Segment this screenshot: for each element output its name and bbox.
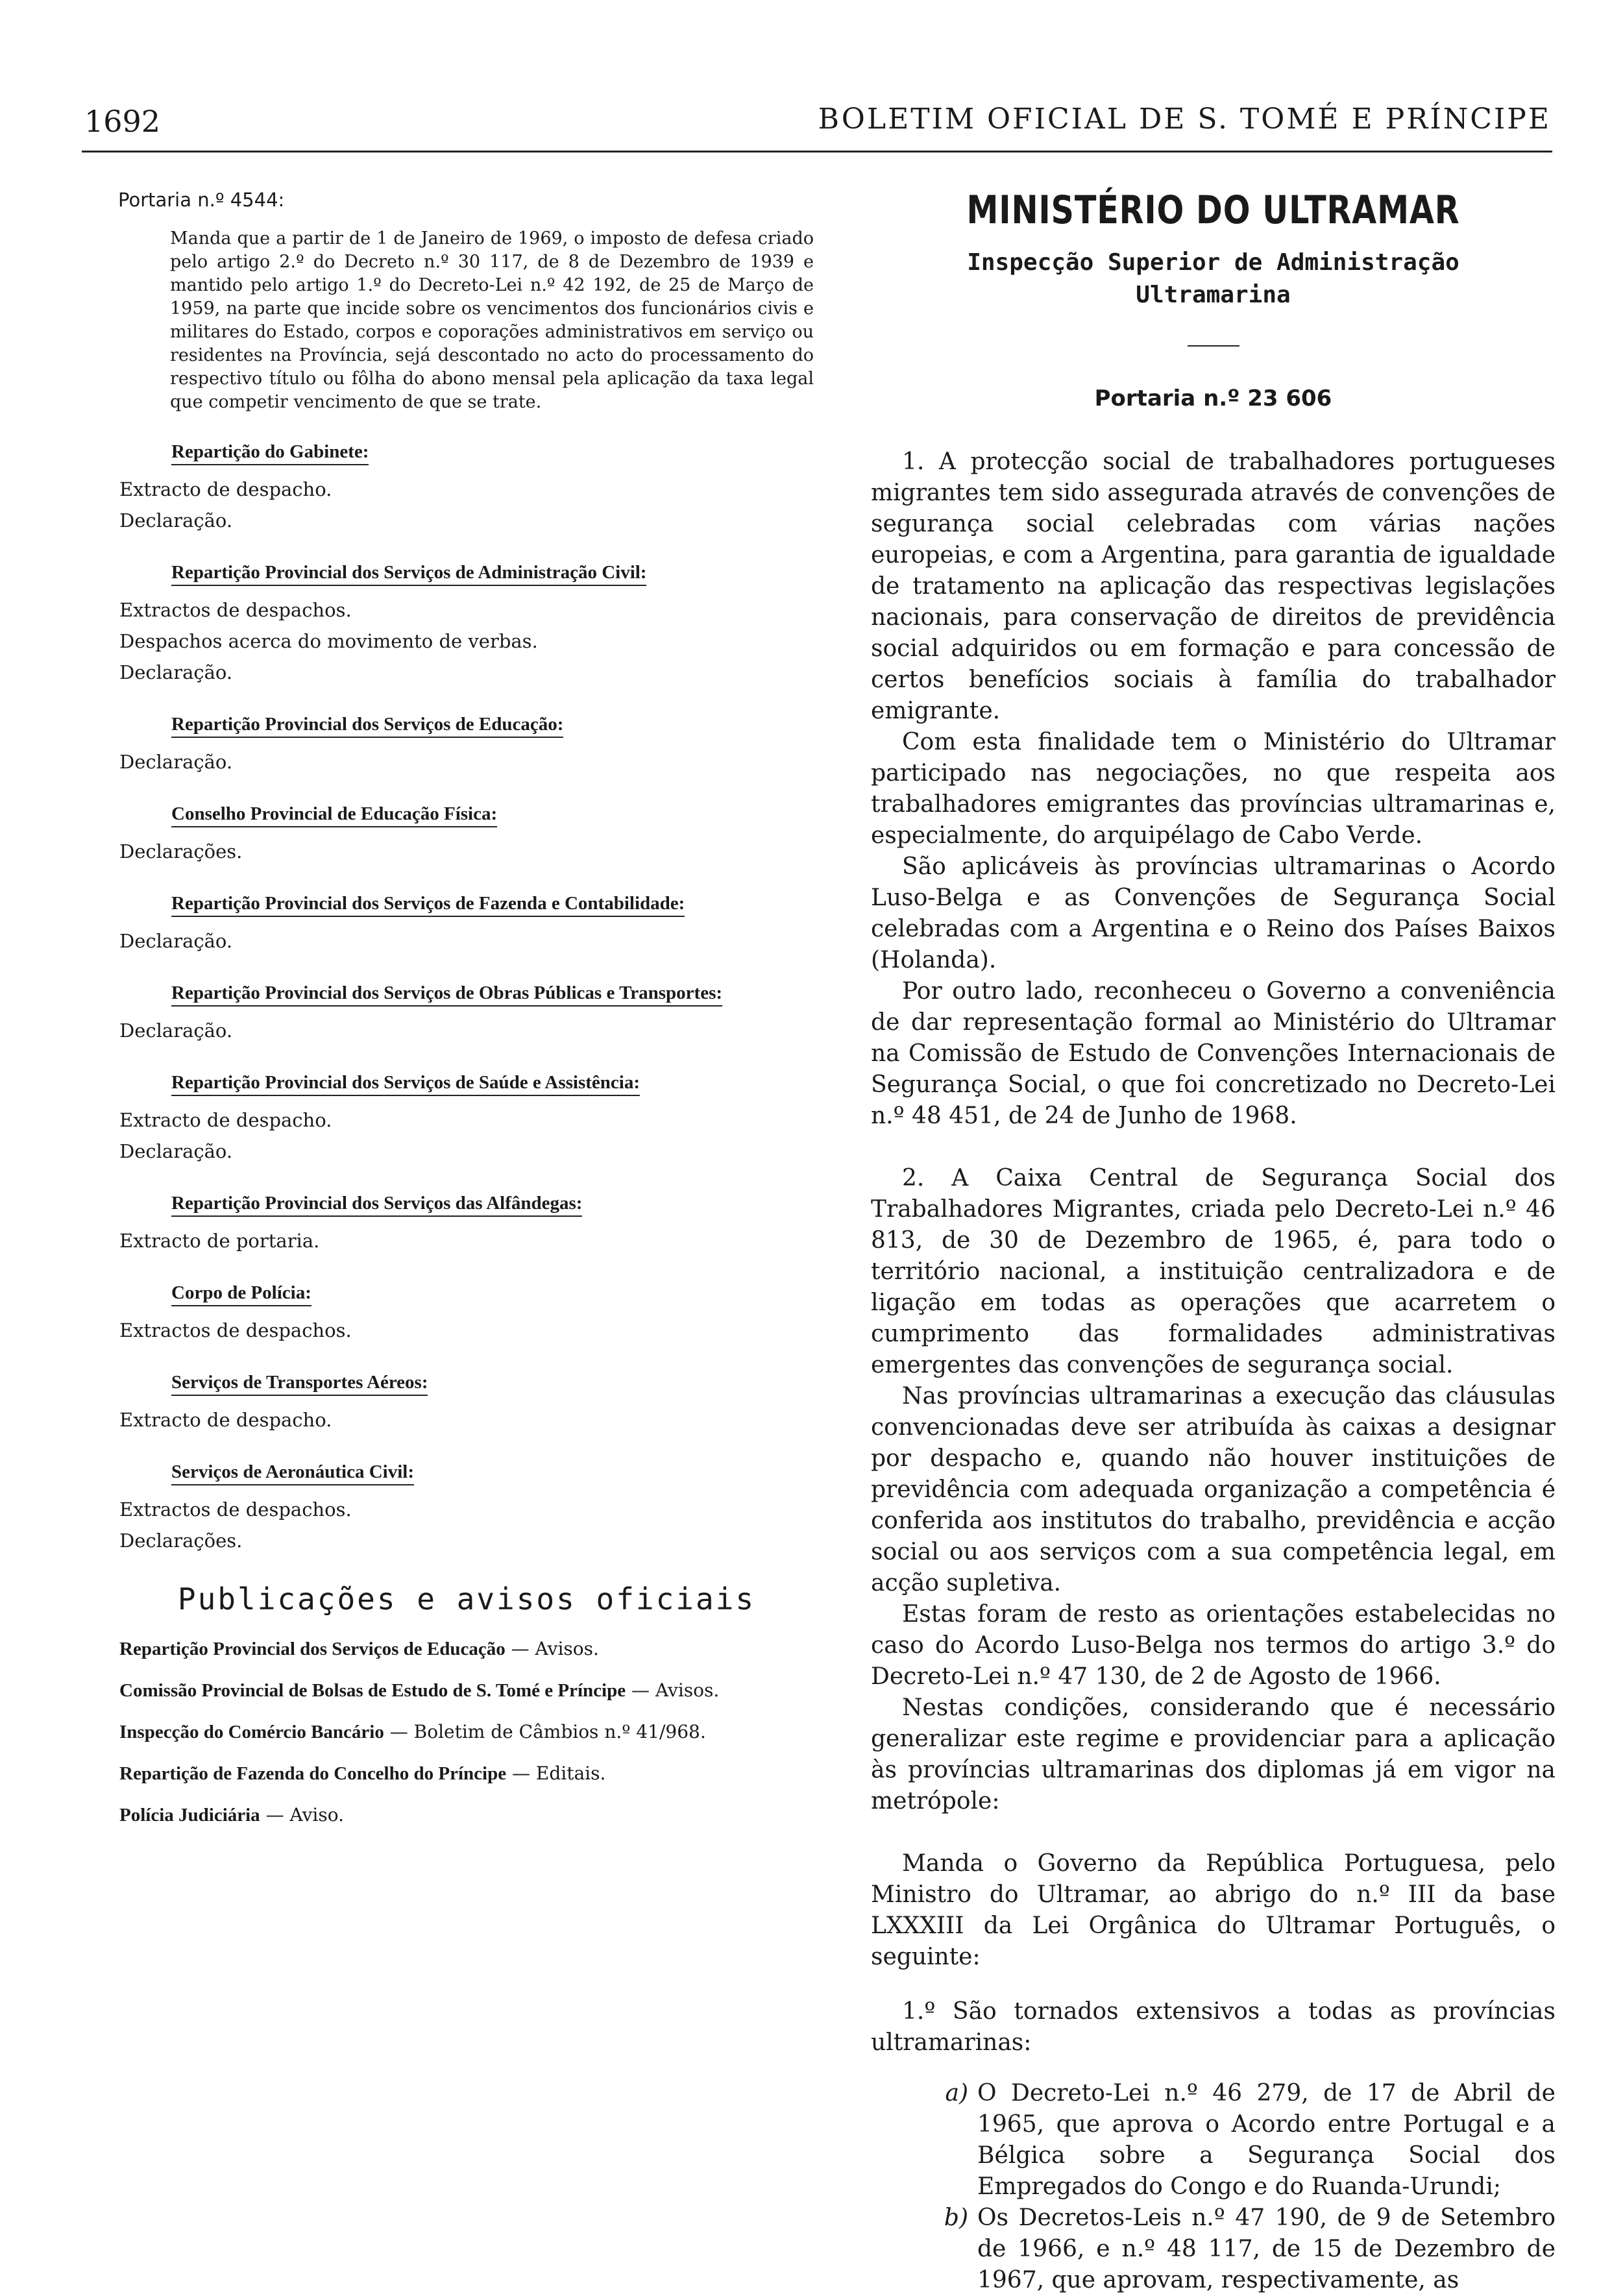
section-heading	[171, 981, 814, 1005]
section-heading-text: Repartição Provincial dos Serviços de Saúde e Assistência:	[171, 1072, 640, 1096]
point-1-paragraph: 1.º São tornados extensivos a todas as províncias ultramarinas:	[871, 1998, 1556, 2056]
section-entry: Declaração.	[119, 1020, 233, 1042]
page-number: 1692	[84, 104, 161, 139]
portaria-4544-body: Manda que a partir de 1 de Janeiro de 1969, o imposto de defesa criado pelo artigo 2.º do Decreto n.º 30 117, de 8 de Dezembro de 1939 e mantido pelo artigo 1.º do Decreto-Lei n.º 42 192, de 25 de Março de 1959, na parte que incide sobre os vencimentos dos funcionários civis e militares do Estado, corpos e coporações administrativos em serviço ou residentes na Província, sejá descontado no acto do processamento do respectivo título ou fôlha do abono mensal pela aplicação da taxa legal que competir vencimento de que se trate.	[170, 228, 814, 412]
section-heading	[171, 892, 814, 915]
section-entry: Extractos de despachos.	[119, 1319, 352, 1341]
publication-type: — Editais.	[506, 1763, 606, 1784]
body-paragraph: Nas províncias ultramarinas a execução das cláusulas convencionadas deve ser atribuída às caixas a designar por despacho e, quando não houver instituições de previdência com adequada organização a competência é conferida aos institutos do trabalho, previdência e acção social ou aos serviços com a sua competência legal, em acção supletiva.	[871, 1383, 1556, 1596]
section-1-paragraphs	[871, 446, 1556, 1132]
list-item-label: b)	[944, 2204, 968, 2231]
section-heading	[171, 1371, 814, 1394]
ministry-title: MINISTÉRIO DO ULTRAMAR	[966, 188, 1460, 233]
body-paragraph: Nestas condições, considerando que é necessário generalizar este regime e providenciar para a aplicação às províncias ultramarinas dos diplomas já em vigor na metrópole:	[871, 1694, 1556, 1814]
section-heading	[171, 1191, 814, 1215]
section-entry: Despachos acerca do movimento de verbas.	[119, 630, 538, 652]
section-entry: Extractos de despachos.	[119, 1498, 352, 1520]
section-heading-text: Repartição Provincial dos Serviços de Educação:	[171, 714, 563, 738]
section-2-paragraphs	[871, 1163, 1556, 1817]
inspection-line-2: Ultramarina	[1136, 282, 1291, 308]
portaria-4544-heading: Portaria n.º 4544:	[118, 189, 285, 211]
body-paragraph: São aplicáveis às províncias ultramarinas o Acordo Luso-Belga e as Convenções de Segurança Social celebradas com a Argentina e o Reino dos Países Baixos (Holanda).	[871, 853, 1556, 973]
section-heading-text: Repartição Provincial dos Serviços de Administração Civil:	[171, 562, 646, 586]
publications-title: Publicações e avisos oficiais	[177, 1582, 756, 1617]
section-heading	[171, 713, 814, 736]
publication-type: — Aviso.	[260, 1804, 344, 1826]
separator-dash	[1188, 345, 1239, 347]
publication-org: Polícia Judiciária	[119, 1805, 260, 1826]
list-item	[871, 2203, 1556, 2296]
section-heading-text: Corpo de Polícia:	[171, 1282, 311, 1306]
publication-item	[119, 1678, 814, 1703]
header-rule	[82, 151, 1552, 153]
list-item-label: a)	[945, 2080, 968, 2107]
publication-item	[119, 1720, 814, 1744]
section-heading	[171, 1460, 814, 1484]
section-heading-text: Repartição Provincial dos Serviços das Alfândegas:	[171, 1193, 582, 1217]
manda-paragraph: Manda o Governo da República Portuguesa, pelo Ministro do Ultramar, ao abrigo do n.º III da base LXXXIII da Lei Orgânica do Ultramar Português, o seguinte:	[871, 1850, 1556, 1970]
section-heading-text: Serviços de Transportes Aéreos:	[171, 1372, 428, 1396]
publication-org: Comissão Provincial de Bolsas de Estudo de S. Tomé e Príncipe	[119, 1680, 626, 1701]
portaria-23606-title: Portaria n.º 23 606	[1094, 385, 1332, 411]
publications-list	[119, 1637, 814, 1827]
body-paragraph: Estas foram de resto as orientações estabelecidas no caso do Acordo Luso-Belga nos termos do artigo 3.º do Decreto-Lei n.º 47 130, de 2 de Agosto de 1966.	[871, 1601, 1556, 1690]
section-entry: Declarações.	[119, 840, 243, 862]
publication-item	[119, 1803, 814, 1827]
inspection-line-1: Inspecção Superior de Administração	[967, 249, 1459, 276]
section-entry: Declaração.	[119, 930, 233, 952]
publication-item	[119, 1637, 814, 1661]
list-item-text: O Decreto-Lei n.º 46 279, de 17 de Abril de 1965, que aprova o Acordo entre Portugal e a Bélgica sobre a Segurança Social dos Empregados do Congo e do Ruanda-Urundi;	[977, 2080, 1556, 2200]
right-column	[871, 188, 1556, 2296]
section-entry: Extracto de despacho.	[119, 1109, 332, 1131]
publication-item	[119, 1761, 814, 1786]
publication-type: — Avisos.	[505, 1638, 599, 1659]
section-heading-text: Serviços de Aeronáutica Civil:	[171, 1461, 414, 1485]
body-paragraph: 2. A Caixa Central de Segurança Social dos Trabalhadores Migrantes, criada pelo Decreto-Lei n.º 46 813, de 30 de Dezembro de 1965, é, para todo o território nacional, a instituição centralizadora e de ligação em todas as operações que acarretem o cumprimento das formalidades administrativas emergentes das convenções de segurança social.	[871, 1165, 1556, 1378]
left-column	[119, 188, 814, 1844]
publication-org: Repartição Provincial dos Serviços de Educação	[119, 1639, 506, 1659]
section-entry: Extracto de despacho.	[119, 1409, 332, 1431]
sections-list	[119, 440, 814, 1555]
publication-type: — Avisos.	[626, 1679, 720, 1701]
body-paragraph: Com esta finalidade tem o Ministério do Ultramar participado nas negociações, no que respeita aos trabalhadores emigrantes das províncias ultramarinas e, especialmente, do arquipélago de Cabo Verde.	[871, 729, 1556, 849]
section-entry: Declaração.	[119, 751, 233, 773]
body-paragraph: 1. A protecção social de trabalhadores portugueses migrantes tem sido assegurada através de convenções de segurança social celebradas com várias nações europeias, e com a Argentina, para garantia de igualdade de tratamento na aplicação das respectivas legislações nacionais, para conservação de direitos de previdência social adquiridos ou em formação e para concessão de certos benefícios sociais à família do trabalhador emigrante.	[871, 448, 1556, 724]
section-heading	[171, 561, 814, 584]
section-heading	[171, 1281, 814, 1304]
publication-type: — Boletim de Câmbios n.º 41/968.	[384, 1721, 706, 1742]
section-entry: Extractos de despachos.	[119, 599, 352, 621]
body-paragraph: Por outro lado, reconheceu o Governo a conveniência de dar representação formal ao Ministério do Ultramar na Comissão de Estudo de Convenções Internacionais de Segurança Social, o que foi concretizado no Decreto-Lei n.º 48 451, de 24 de Junho de 1968.	[871, 978, 1556, 1129]
section-heading	[171, 802, 814, 825]
list-item	[871, 2078, 1556, 2203]
section-entry: Extracto de portaria.	[119, 1230, 320, 1252]
section-entry: Declaração.	[119, 661, 233, 683]
point-1-items	[871, 2078, 1556, 2296]
publication-org: Inspecção do Comércio Bancário	[119, 1722, 384, 1742]
section-entry: Declarações.	[119, 1530, 243, 1552]
section-entry: Declaração.	[119, 1140, 233, 1162]
section-heading-text: Repartição Provincial dos Serviços de Fazenda e Contabilidade:	[171, 893, 685, 917]
section-heading-text: Repartição Provincial dos Serviços de Obras Públicas e Transportes:	[171, 983, 722, 1007]
list-item-text: Os Decretos-Leis n.º 47 190, de 9 de Setembro de 1966, e n.º 48 117, de 15 de Dezembro de 1967, que aprovam, respectivamente, as	[977, 2204, 1556, 2293]
publication-org: Repartição de Fazenda do Concelho do Príncipe	[119, 1763, 507, 1784]
section-entry: Extracto de despacho.	[119, 478, 332, 500]
running-title: BOLETIM OFICIAL DE S. TOMÉ E PRÍNCIPE	[818, 103, 1551, 136]
section-heading	[171, 1071, 814, 1094]
inspection-title	[871, 247, 1556, 311]
section-entry: Declaração.	[119, 509, 233, 531]
section-heading-text: Conselho Provincial de Educação Física:	[171, 803, 497, 827]
section-heading	[171, 440, 814, 463]
section-heading-text: Repartição do Gabinete:	[171, 441, 369, 465]
